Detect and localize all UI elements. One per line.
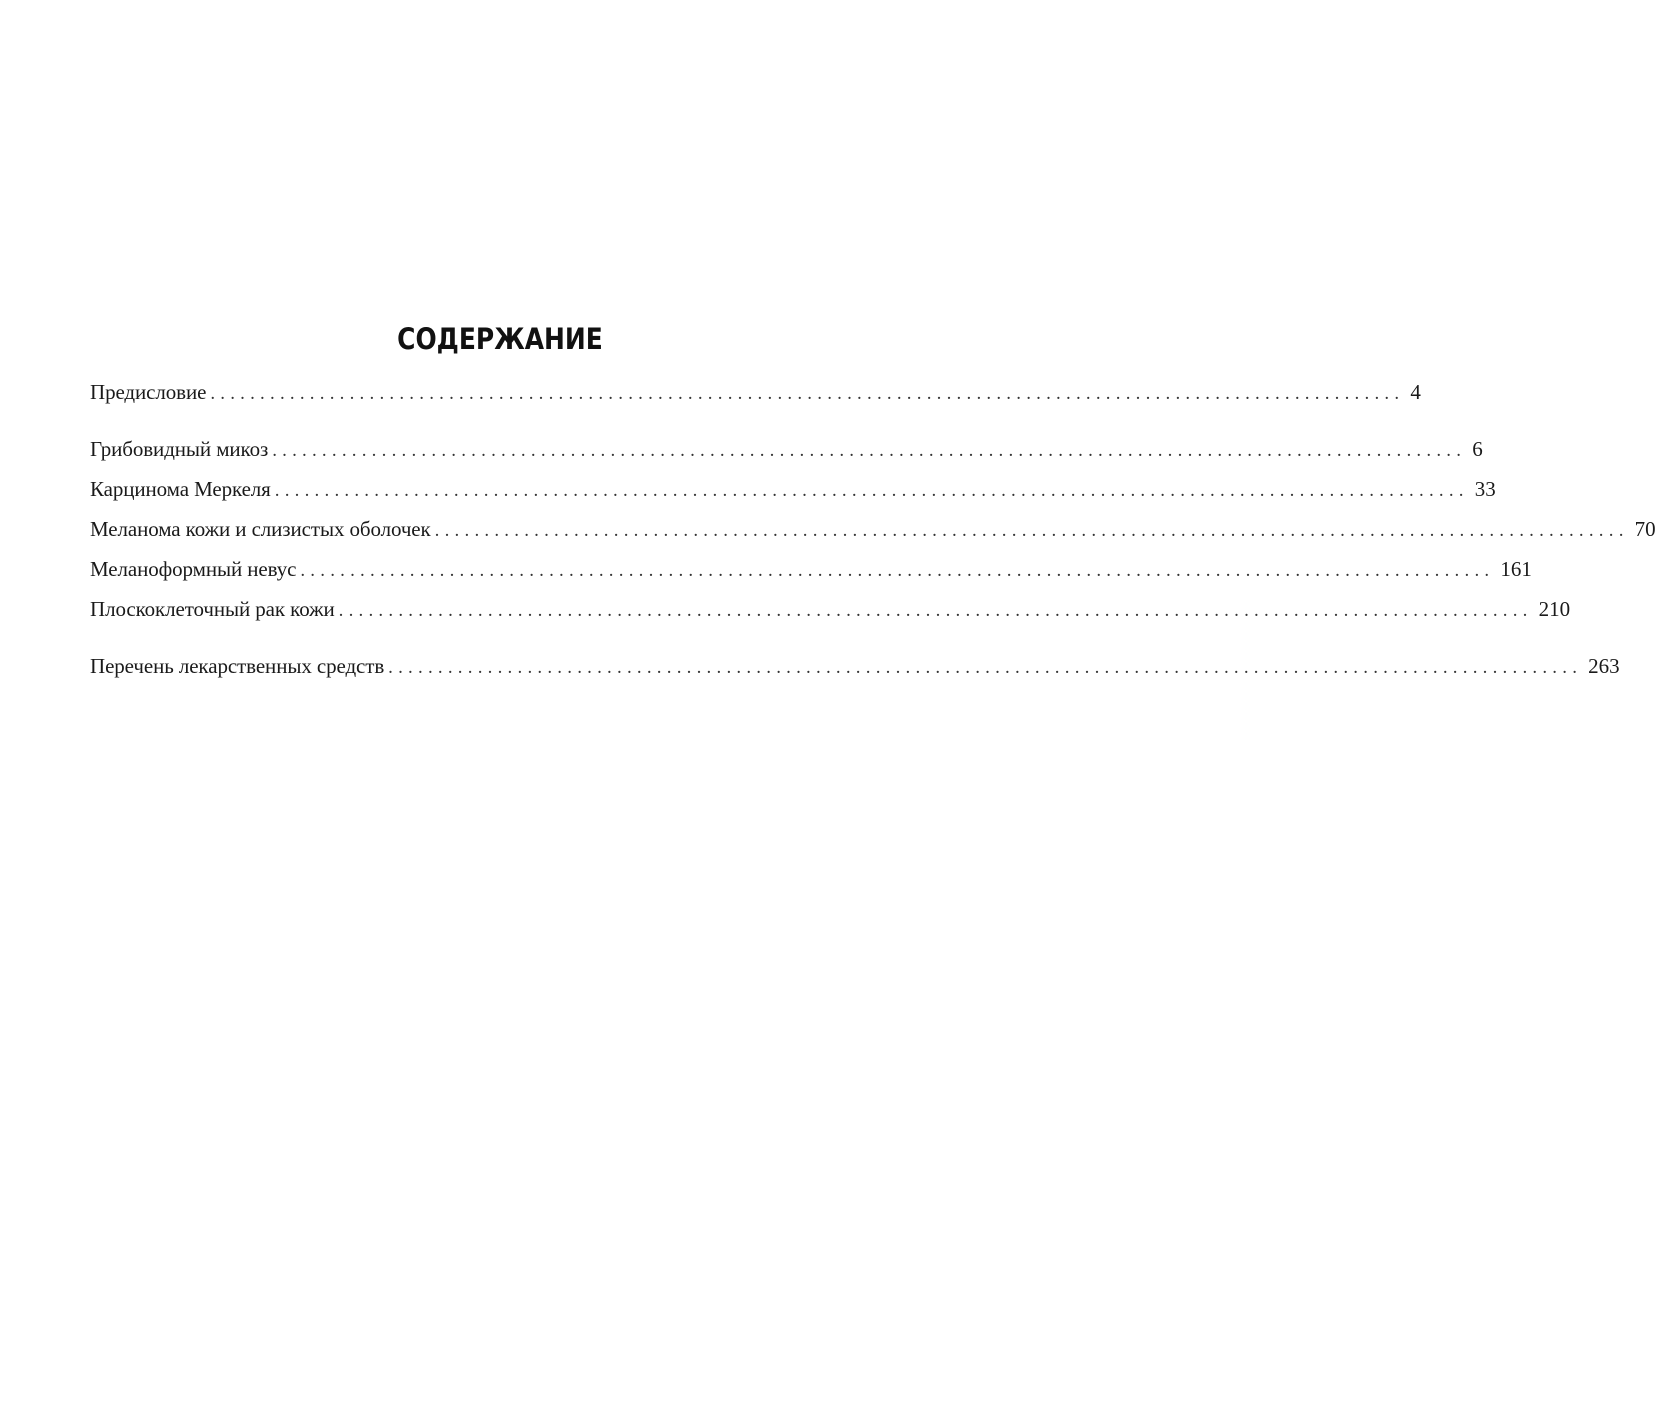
toc-entry-preface[interactable] xyxy=(90,378,1421,418)
toc-entry-page: 70 xyxy=(1634,517,1656,541)
toc-entry-melanoma[interactable] xyxy=(90,515,1656,555)
toc-entry-page: 6 xyxy=(1472,437,1483,461)
toc-entry-label: Плоскоклеточный рак кожи xyxy=(90,597,335,621)
toc-dot-leader: ........................................................................................................................ xyxy=(338,600,1533,621)
toc-entry-page: 210 xyxy=(1538,597,1571,621)
toc-entry-mycosis-fungoides[interactable] xyxy=(90,435,1483,475)
toc-entry-label: Предисловие xyxy=(90,380,207,404)
toc-entry-drug-list[interactable] xyxy=(90,652,1620,692)
toc-entry-label: Грибовидный микоз xyxy=(90,437,269,461)
toc-dot-leader: ........................................................................................................................ xyxy=(274,480,1469,501)
toc-entry-merkel-carcinoma[interactable] xyxy=(90,475,1496,515)
toc-entry-label: Меланоформный невус xyxy=(90,557,297,581)
toc-entry-page: 161 xyxy=(1500,557,1532,581)
toc-entry-page: 4 xyxy=(1410,380,1421,404)
toc-dot-leader: ........................................................................................................................ xyxy=(434,520,1629,541)
toc-entry-page: 33 xyxy=(1474,477,1496,501)
toc-title: СОДЕРЖАНИЕ xyxy=(397,322,603,356)
toc-entry-squamous-cell-carcinoma[interactable] xyxy=(90,595,1571,635)
toc-dot-leader: ........................................................................................................................ xyxy=(272,440,1467,461)
toc-dot-leader: ........................................................................................................................ xyxy=(388,657,1583,678)
toc-entry-label: Перечень лекарственных средств xyxy=(90,654,385,678)
toc-entry-page: 263 xyxy=(1588,654,1620,678)
toc-dot-leader: ........................................................................................................................ xyxy=(210,383,1405,404)
toc-entry-label: Меланома кожи и слизистых оболочек xyxy=(90,517,431,541)
toc-entry-label: Карцинома Меркеля xyxy=(90,477,271,501)
toc-dot-leader: ........................................................................................................................ xyxy=(300,560,1495,581)
table-of-contents xyxy=(90,378,1656,692)
toc-entry-melanoform-nevus[interactable] xyxy=(90,555,1532,595)
